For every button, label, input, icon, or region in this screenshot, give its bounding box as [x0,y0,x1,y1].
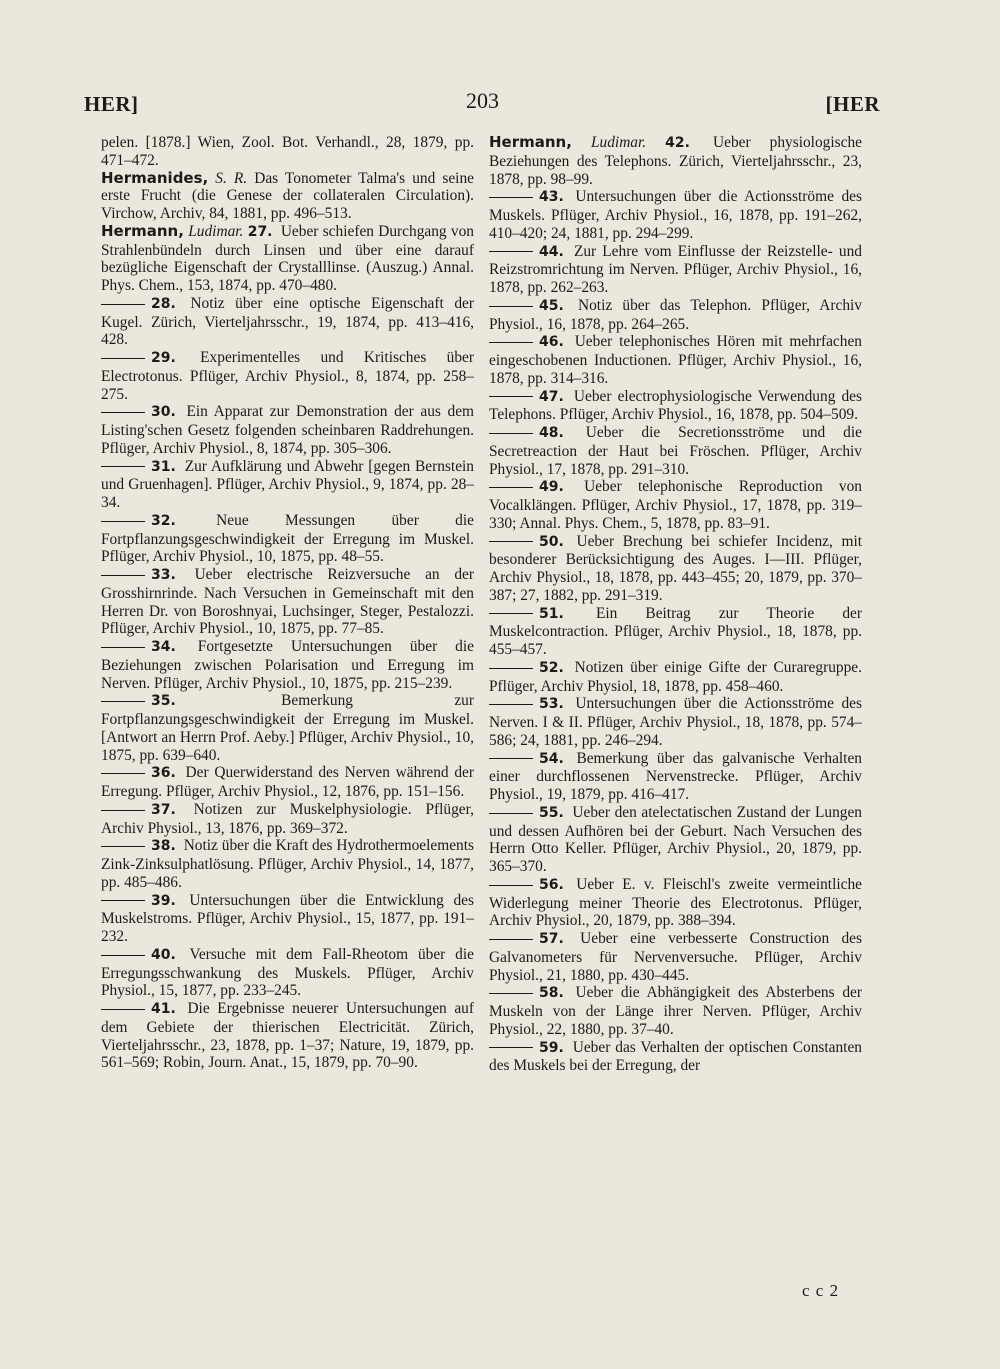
entry-text: Bemerkung zur Fortpflanzungsgeschwindigkeit der Erregung im Muskel. [Antwort an Herrn Prof. Aeby.] Pflüger, Archiv Physiol., 10, 1875, pp. 639–640. [101,692,474,764]
entry-text: Versuche mit dem Fall-Rheotom über die Erregungsschwankung des Muskels. Pflüger, Archiv Physiol., 15, 1877, pp. 233–245. [101,945,474,1000]
author-name: Hermann, [489,133,572,151]
ditto-dash [489,342,533,343]
entry-text: Untersuchungen über die Actionsströme des Nerven. I & II. Pflüger, Archiv Physiol., 18, 1878, pp. 574–586; 24, 1881, pp. 246–294. [489,695,862,749]
ditto-dash [101,1009,145,1010]
ditto-dash [489,939,533,940]
entry-number: 46. [539,334,564,351]
bibliography-entry [489,243,862,297]
entry-text: Notizen über einige Gifte der Curaregruppe. Pflüger, Archiv Physiol, 18, 1878, pp. 458–460. [489,658,862,695]
bibliography-entry [101,837,474,891]
entry-text: Das Tonometer Talma's und seine erste Frucht (die Genese der collateralen Circulation). Virchow, Archiv, 84, 1881, pp. 496–513. [101,169,474,222]
bibliography-entry [489,876,862,930]
entry-text: Ein Beitrag zur Theorie der Muskelcontraction. Pflüger, Archiv Physiol., 18, 1878, pp. 455–457. [489,604,862,658]
ditto-dash [101,521,145,522]
entry-text: Notiz über die Kraft des Hydrothermoelements Zink-Zinksulphatlösung. Pflüger, Archiv Physiol., 14, 1877, pp. 485–486. [101,837,474,891]
bibliography-entry [101,566,474,638]
running-head-right: [HER [825,92,880,116]
ditto-dash [101,647,145,648]
bibliography-entry [101,1000,474,1072]
bibliography-entry [101,458,474,512]
entry-text: pelen. [1878.] Wien, Zool. Bot. Verhandl., 28, 1879, pp. 471–472. [101,134,474,169]
entry-text: Ueber electrophysiologische Verwendung des Telephons. Pflüger, Archiv Physiol., 16, 1878, pp. 504–509. [489,387,862,424]
ditto-dash [489,396,533,397]
entry-number: 40. [151,946,176,963]
entry-text: Ueber electrische Reizversuche an der Grosshirnrinde. Nach Versuchen in Gemeinschaft mit den Herren Dr. von Boroshnyai, Luchsinger, Steger, Pestalozzi. Pflüger, Archiv Physiol., 10, 1875, pp. 77–85. [101,566,474,638]
bibliography-entry [101,403,474,457]
bibliography-entry [101,349,474,403]
ditto-dash [101,701,145,702]
ditto-dash [489,197,533,198]
bibliography-entry [101,764,474,801]
bibliography-entry [101,892,474,946]
bibliography-entry [489,533,862,605]
ditto-dash [489,813,533,814]
entry-text: Der Querwiderstand des Nerven während der Erregung. Pflüger, Archiv Physiol., 12, 1876, pp. 151–156. [101,764,474,800]
ditto-dash [489,251,533,252]
entry-number: 36. [151,765,176,782]
bibliography-entry [489,134,862,188]
entry-number: 38. [151,838,176,855]
ditto-dash [489,541,533,542]
bibliography-entry [101,170,474,223]
bibliography-entry [489,478,862,532]
bibliography-entry [101,295,474,349]
ditto-dash [101,846,145,847]
left-column [101,134,474,1072]
ditto-dash [489,1047,533,1048]
bibliography-entry [489,984,862,1038]
ditto-dash [101,773,145,774]
entry-text: Notiz über eine optische Eigenschaft der Kugel. Zürich, Vierteljahrsschr., 19, 1874, pp. 413–416, 428. [101,294,474,349]
entry-number: 34. [151,639,176,655]
entry-text: Ueber physiologische Beziehungen des Telephons. Zürich, Vierteljahrsschr., 23, 1878, pp. 98–99. [489,134,862,188]
author-first-name: S. R. [215,169,248,187]
ditto-dash [489,885,533,886]
entry-text: Ueber die Abhängigkeit des Absterbens der Muskeln von der Länge ihrer Nerven. Pflüger, Archiv Physiol., 22, 1880, pp. 37–40. [489,984,862,1038]
entry-text: Die Ergebnisse neuerer Untersuchungen auf dem Gebiete der thierischen Electricität. Zürich, Vierteljahrsschr., 23, 1878, pp. 1–37; Nature, 19, 1879, pp. 561–569; Robin, Journ. Anat., 15, 1879, pp. 70–90. [101,1000,475,1072]
bibliography-entry [489,659,862,696]
entry-text: Ueber das Verhalten der optischen Constanten des Muskels bei der Erregung, der [489,1038,862,1075]
entry-text: Bemerkung über das galvanische Verhalten einer durchflossenen Nervenstrecke. Pflüger, Archiv Physiol., 19, 1879, pp. 416–417. [489,749,862,803]
entry-number: 50. [539,533,564,550]
signature-mark: c c 2 [802,1281,840,1300]
bibliography-entry [489,333,862,387]
ditto-dash [101,304,145,305]
bibliography-entry [101,692,474,764]
entry-text: Fortgesetzte Untersuchungen über die Beziehungen zwischen Polarisation und Erregung im Nerven. Pflüger, Archiv Physiol., 10, 1875, pp. 215–239. [101,638,474,692]
entry-text: Ueber die Secretionsströme und die Secretreaction der Haut bei Fröschen. Pflüger, Archiv Physiol., 17, 1878, pp. 291–310. [489,424,862,478]
entry-number: 28. [151,295,176,312]
entry-text: Untersuchungen über die Actionsströme des Muskels. Pflüger, Archiv Physiol., 16, 1878, pp. 191–262, 410–420; 24, 1881, pp. 294–299. [489,188,862,242]
bibliography-entry [489,297,862,334]
ditto-dash [489,613,533,614]
entry-number: 33. [151,567,176,583]
ditto-dash [101,466,145,467]
entry-number: 39. [151,892,176,909]
ditto-dash [489,758,533,759]
entry-text: Experimentelles und Kritisches über Electrotonus. Pflüger, Archiv Physiol., 8, 1874, pp. 258–275. [101,349,474,403]
page-number: 203 [466,88,499,113]
entry-text: Neue Messungen über die Fortpflanzungsgeschwindigkeit der Erregung im Muskel. Pflüger, Archiv Physiol., 10, 1875, pp. 48–55. [101,511,474,566]
ditto-dash [101,955,145,956]
entry-number: 49. [539,479,564,496]
ditto-dash [101,412,145,413]
entry-number: 55. [539,804,564,821]
running-head-left: HER] [84,92,139,116]
entry-number: 31. [151,458,176,475]
entry-number: 42. [665,135,690,151]
bibliography-entry [489,930,862,984]
entry-text: Notizen zur Muskelphysiologie. Pflüger, Archiv Physiol., 13, 1876, pp. 369–372. [101,800,474,837]
bibliography-entry [489,188,862,242]
entry-text: Zur Aufklärung und Abwehr [gegen Bernstein und Gruenhagen]. Pflüger, Archiv Physiol., 9, 1874, pp. 28–34. [101,457,474,511]
bibliography-entry [489,804,862,876]
bibliography-entry [101,638,474,692]
entry-text: Ueber eine verbesserte Construction des Galvanometers für Nervenversuche. Pflüger, Archiv Physiol., 21, 1880, pp. 430–445. [489,930,862,984]
entry-number: 27. [247,223,273,240]
ditto-dash [101,900,145,901]
entry-number: 29. [151,350,176,366]
ditto-dash [489,668,533,669]
entry-text: Ueber telephonisches Hören mit mehrfachen eingeschobenen Inductionen. Pflüger, Archiv Physiol., 16, 1878, pp. 314–316. [489,333,862,387]
entry-number: 45. [539,297,564,314]
bibliography-entry [101,946,474,1000]
bibliography-entry [489,750,862,804]
bibliography-entry [489,605,862,659]
entry-text: Ueber den atelectatischen Zustand der Lungen und dessen Aufhören bei der Geburt. Nach Versuchen des Herrn Otto Keller. Pflüger, Archiv Physiol., 20, 1879, pp. 365–370. [489,803,862,875]
entry-text: Ueber telephonische Reproduction von Vocalklängen. Pflüger, Archiv Physiol., 17, 1878, pp. 319–330; Annal. Phys. Chem., 5, 1878, pp. 83–91. [489,478,862,532]
bibliography-entry [101,512,474,566]
entry-number: 43. [539,189,564,206]
ditto-dash [489,704,533,705]
entry-text: Notiz über das Telephon. Pflüger, Archiv Physiol., 16, 1878, pp. 264–265. [489,296,862,333]
author-name: Hermann, [101,221,184,240]
ditto-dash [101,358,145,359]
entry-number: 51. [539,605,564,622]
entry-number: 30. [151,404,176,421]
entry-number: 56. [539,876,564,893]
bibliography-entry [101,223,474,295]
entry-number: 44. [539,243,564,260]
ditto-dash [489,433,533,434]
entry-number: 37. [151,801,176,818]
author-first-name: Ludimar. [188,222,244,240]
entry-text: Untersuchungen über die Entwicklung des Muskelstroms. Pflüger, Archiv Physiol., 15, 1877, pp. 191–232. [101,891,474,945]
entry-number: 58. [539,985,564,1002]
bibliography-entry [489,424,862,478]
bibliography-entry [489,388,862,425]
entry-number: 32. [151,512,176,529]
ditto-dash [101,810,145,811]
ditto-dash [489,487,533,488]
ditto-dash [489,993,533,994]
entry-text: Ueber schiefen Durchgang von Strahlenbündeln durch Linsen und über eine darauf bezügliche Eigenschaft der Crystalllinse. (Auszug.) Annal. Phys. Chem., 153, 1874, pp. 470–480. [101,222,474,294]
entry-number: 35. [151,693,176,710]
bibliography-entry [489,1039,862,1076]
bibliography-entry [101,134,474,170]
bibliography-entry [489,695,862,749]
running-head [84,88,880,118]
entry-number: 54. [539,750,564,767]
entry-number: 47. [539,388,564,405]
author-name: Hermanides, [101,168,209,187]
entry-number: 53. [539,696,564,713]
bibliography-entry [101,801,474,838]
entry-number: 59. [539,1039,564,1056]
entry-number: 52. [539,659,564,676]
entry-number: 57. [539,931,564,947]
ditto-dash [489,306,533,307]
entry-number: 41. [151,1001,176,1017]
entry-text: Zur Lehre vom Einflusse der Reizstelle- und Reizstromrichtung im Nerven. Pflüger, Archiv Physiol., 16, 1878, pp. 262–263. [489,242,862,296]
entry-text: Ueber Brechung bei schiefer Incidenz, mit besonderer Berücksichtigung des Auges. I—III. Pflüger, Archiv Physiol., 18, 1878, pp. 443–455; 20, 1879, pp. 370–387; 27, 1882, pp. 291–319. [489,532,862,604]
entry-number: 48. [539,425,564,441]
entry-text: Ein Apparat zur Demonstration der aus dem Listing'schen Gesetz folgenden scheinbaren Raddrehungen. Pflüger, Archiv Physiol., 8, 1874, pp. 305–306. [101,403,474,457]
entry-text: Ueber E. v. Fleischl's zweite vermeintliche Widerlegung meiner Theorie des Electrotonus. Pflüger, Archiv Physiol., 20, 1879, pp. 388–394. [489,875,862,930]
right-column [489,134,862,1075]
ditto-dash [101,575,145,576]
author-first-name: Ludimar. [590,134,647,151]
